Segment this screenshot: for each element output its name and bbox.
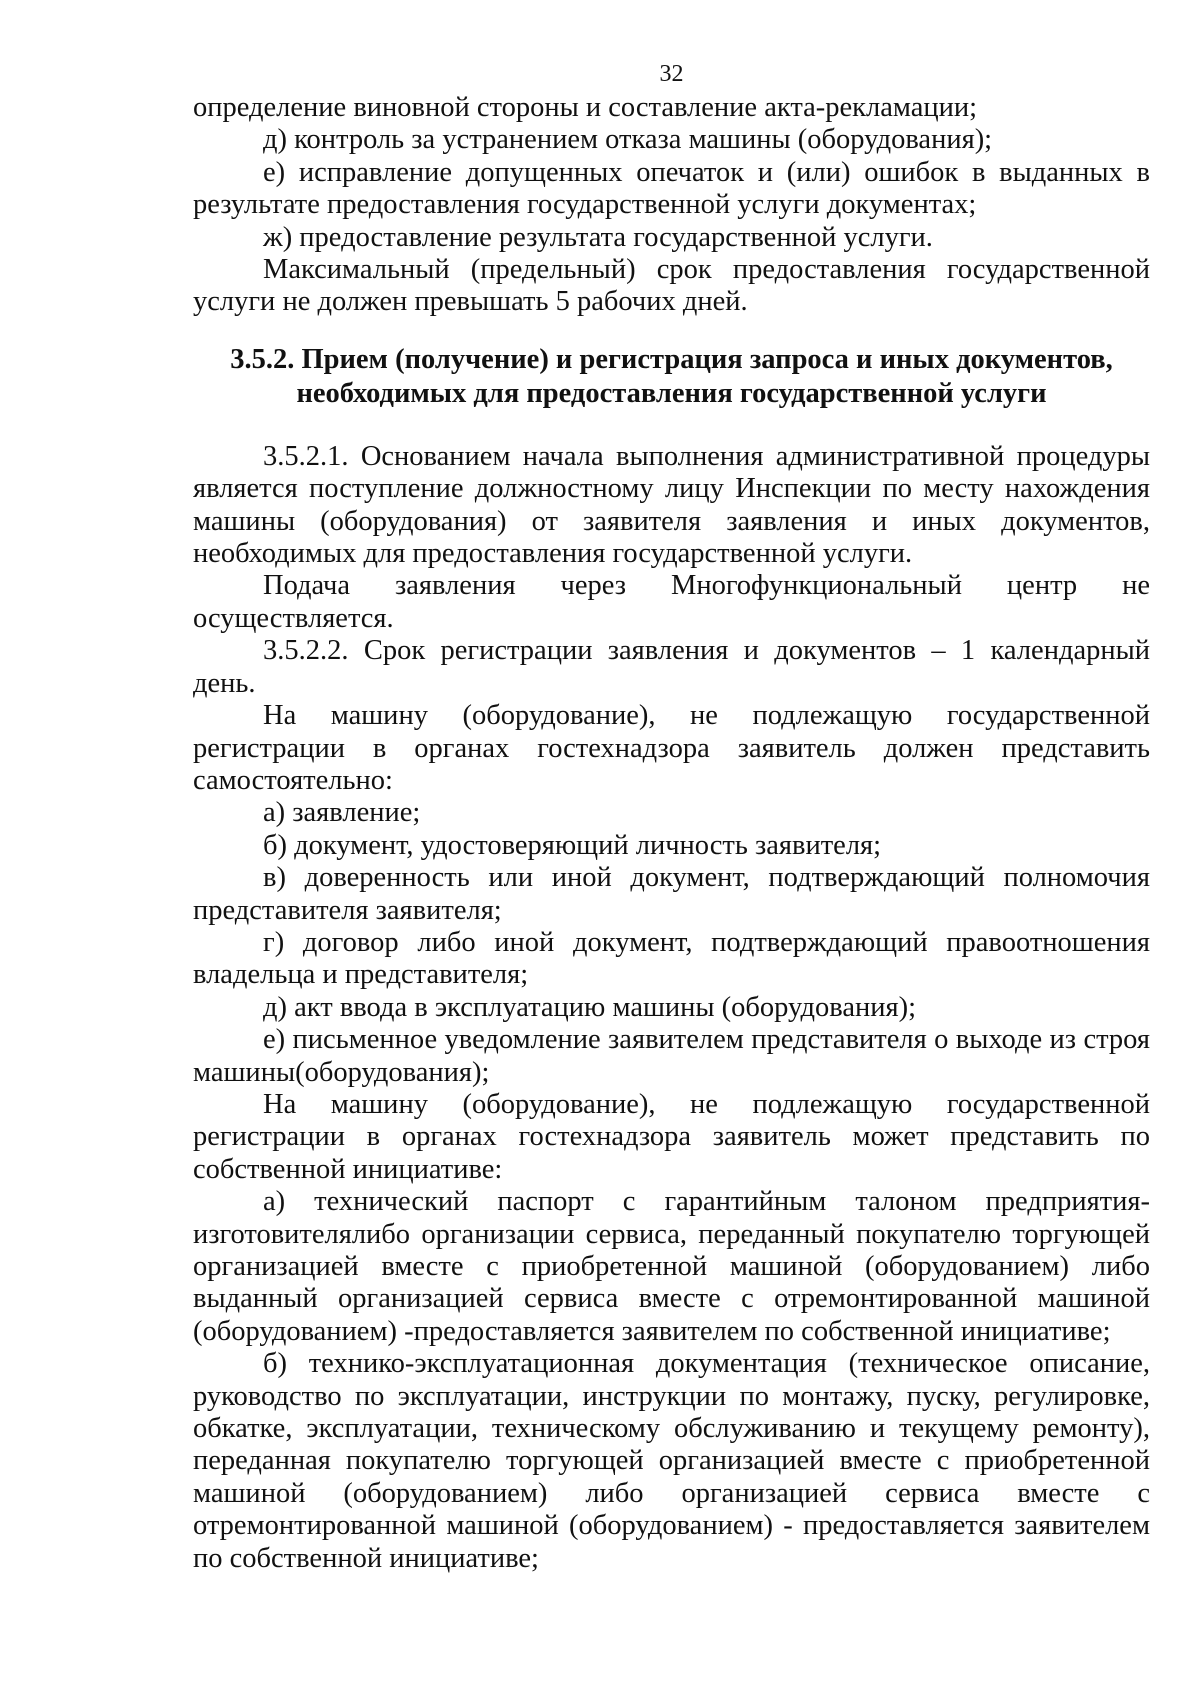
paragraph-body-2: 3.5.2.2. Срок регистрации заявления и документов – 1 календарный день. [193,635,1150,699]
paragraph-body-3: На машину (оборудование), не подлежащую государственной регистрации в органах гостехнадзора заявитель должен представить самостоятельно: [193,700,1150,796]
paragraph-body-8: д) акт ввода в эксплуатацию машины (оборудования); [263,991,917,1023]
paragraph-body-5: б) документ, удостоверяющий личность заявителя; [263,829,882,861]
paragraph-top-2: е) исправление допущенных опечаток и (или) ошибок в выданных в результате предоставления государственной услуги документах; [193,156,1150,221]
paragraph-body-6: в) доверенность или иной документ, подтверждающий полномочия представителя заявителя; [193,862,1150,926]
paragraph-body-7: г) договор либо иной документ, подтверждающий правоотношения владельца и представителя; [193,926,1150,991]
page-number: 32 [659,61,684,87]
paragraph-top-4: Максимальный (предельный) срок предоставления государственной услуги не должен превышать 5 рабочих дней. [193,254,1150,318]
paragraph-body-1: Подача заявления через Многофункциональный центр не осуществляется. [193,570,1150,634]
section-heading-line-1: 3.5.2. Прием (получение) и регистрация запроса и иных документов, [230,343,1113,375]
paragraph-body-9: е) письменное уведомление заявителем представителя о выходе из строя машины(оборудования); [193,1024,1150,1088]
paragraph-body-4: а) заявление; [263,797,421,829]
section-heading [193,343,1150,411]
paragraph-body-10: На машину (оборудование), не подлежащую государственной регистрации в органах гостехнадзора заявитель может представить по собственной инициативе: [193,1088,1150,1185]
paragraph-body-0: 3.5.2.1. Основанием начала выполнения административной процедуры является поступление должностному лицу Инспекции по месту нахождения машины (оборудования) от заявителя заявления и иных документов, необходимых для предоставления государственной услуги. [193,440,1150,570]
paragraph-top-1: д) контроль за устранением отказа машины (оборудования); [263,124,993,156]
paragraph-body-11: а) технический паспорт с гарантийным талоном предприятия-изготовителялибо организации сервиса, переданный покупателю торгующей организацией вместе с приобретенной машиной (оборудованием) либо выданный организацией сервиса вместе с отремонтированной машиной (оборудованием) -предоставляется заявителем по собственной инициативе; [193,1186,1150,1347]
document-page [193,58,1150,1575]
paragraph-body-12: б) технико-эксплуатационная документация (техническое описание, руководство по эксплуатации, инструкции по монтажу, пуску, регулировке, обкатке, эксплуатации, техническому обслуживанию и текущему ремонту), переданная покупателю торгующей организацией вместе с приобретенной машиной (оборудованием) либо организацией сервиса вместе с отремонтированной машиной (оборудованием) - предоставляется заявителем по собственной инициативе; [193,1348,1150,1574]
paragraph-top-0: определение виновной стороны и составление акта-рекламации; [193,92,978,123]
section-heading-line-2: необходимых для предоставления государственной услуги [296,377,1047,409]
paragraph-top-3: ж) предоставление результата государственной услуги. [263,221,933,253]
